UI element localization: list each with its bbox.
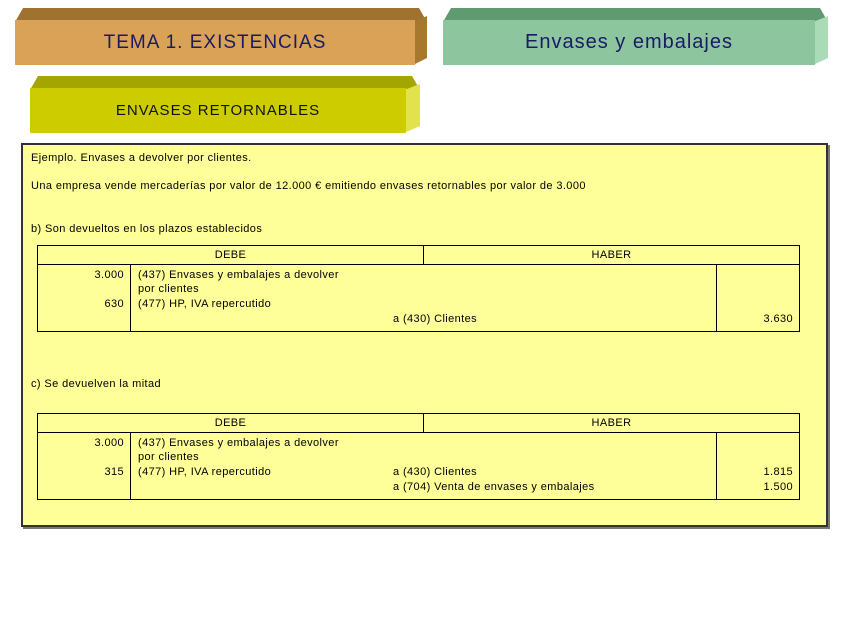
ledger-debe-header: DEBE: [38, 246, 424, 265]
tab-tema-existencias[interactable]: [15, 8, 427, 65]
ledger-table-c: [37, 413, 800, 500]
ledger-debe-header: DEBE: [38, 414, 424, 433]
tab-retornables-label: ENVASES RETORNABLES: [30, 88, 406, 133]
tab-envases-label: Envases y embalajes: [443, 20, 815, 65]
ledger-debit-amounts: [38, 433, 131, 500]
debit-account: (477) HP, IVA repercutido: [138, 466, 272, 478]
debit-account: (477) HP, IVA repercutido: [138, 298, 272, 310]
credit-account: a (430) Clientes: [393, 466, 478, 478]
ledger-table-b: [37, 245, 800, 332]
ledger-haber-header: HABER: [424, 414, 800, 433]
tab-tema-label: TEMA 1. EXISTENCIAS: [15, 20, 415, 65]
section-b-heading: b) Son devueltos en los plazos establecidos: [31, 223, 263, 235]
intro-text: Ejemplo. Envases a devolver por clientes.: [31, 152, 252, 164]
debit-account: por clientes: [138, 283, 200, 295]
tab-bevel-side: [813, 16, 828, 65]
section-c-heading: c) Se devuelven la mitad: [31, 378, 162, 390]
credit-amount: 3.630: [763, 313, 793, 325]
ledger-credit-amounts: [717, 433, 800, 500]
ledger-haber-header: HABER: [424, 246, 800, 265]
debit-account: por clientes: [138, 451, 200, 463]
tab-bevel-side: [404, 84, 420, 133]
ledger-accounts: [131, 265, 717, 332]
ledger-debit-amounts: [38, 265, 131, 332]
tab-envases-retornables[interactable]: [30, 76, 420, 133]
credit-amount: 1.815: [763, 466, 793, 478]
debit-amount: 3.000: [94, 437, 124, 449]
debit-account: (437) Envases y embalajes a devolver: [138, 437, 339, 449]
credit-account: a (704) Venta de envases y embalajes: [393, 481, 595, 493]
debit-amount: 630: [104, 298, 124, 310]
debit-account: (437) Envases y embalajes a devolver: [138, 269, 339, 281]
ledger-credit-amounts: [717, 265, 800, 332]
debit-amount: 3.000: [94, 269, 124, 281]
content-panel: [21, 143, 828, 527]
ledger-accounts: [131, 433, 717, 500]
tab-envases-embalajes[interactable]: [443, 8, 828, 65]
credit-account: a (430) Clientes: [393, 313, 478, 325]
tab-bevel-side: [413, 16, 427, 65]
credit-amount: 1.500: [763, 481, 793, 493]
statement-text: Una empresa vende mercaderías por valor de 12.000 € emitiendo envases retornables por valor de 3.000: [31, 180, 586, 192]
debit-amount: 315: [104, 466, 124, 478]
